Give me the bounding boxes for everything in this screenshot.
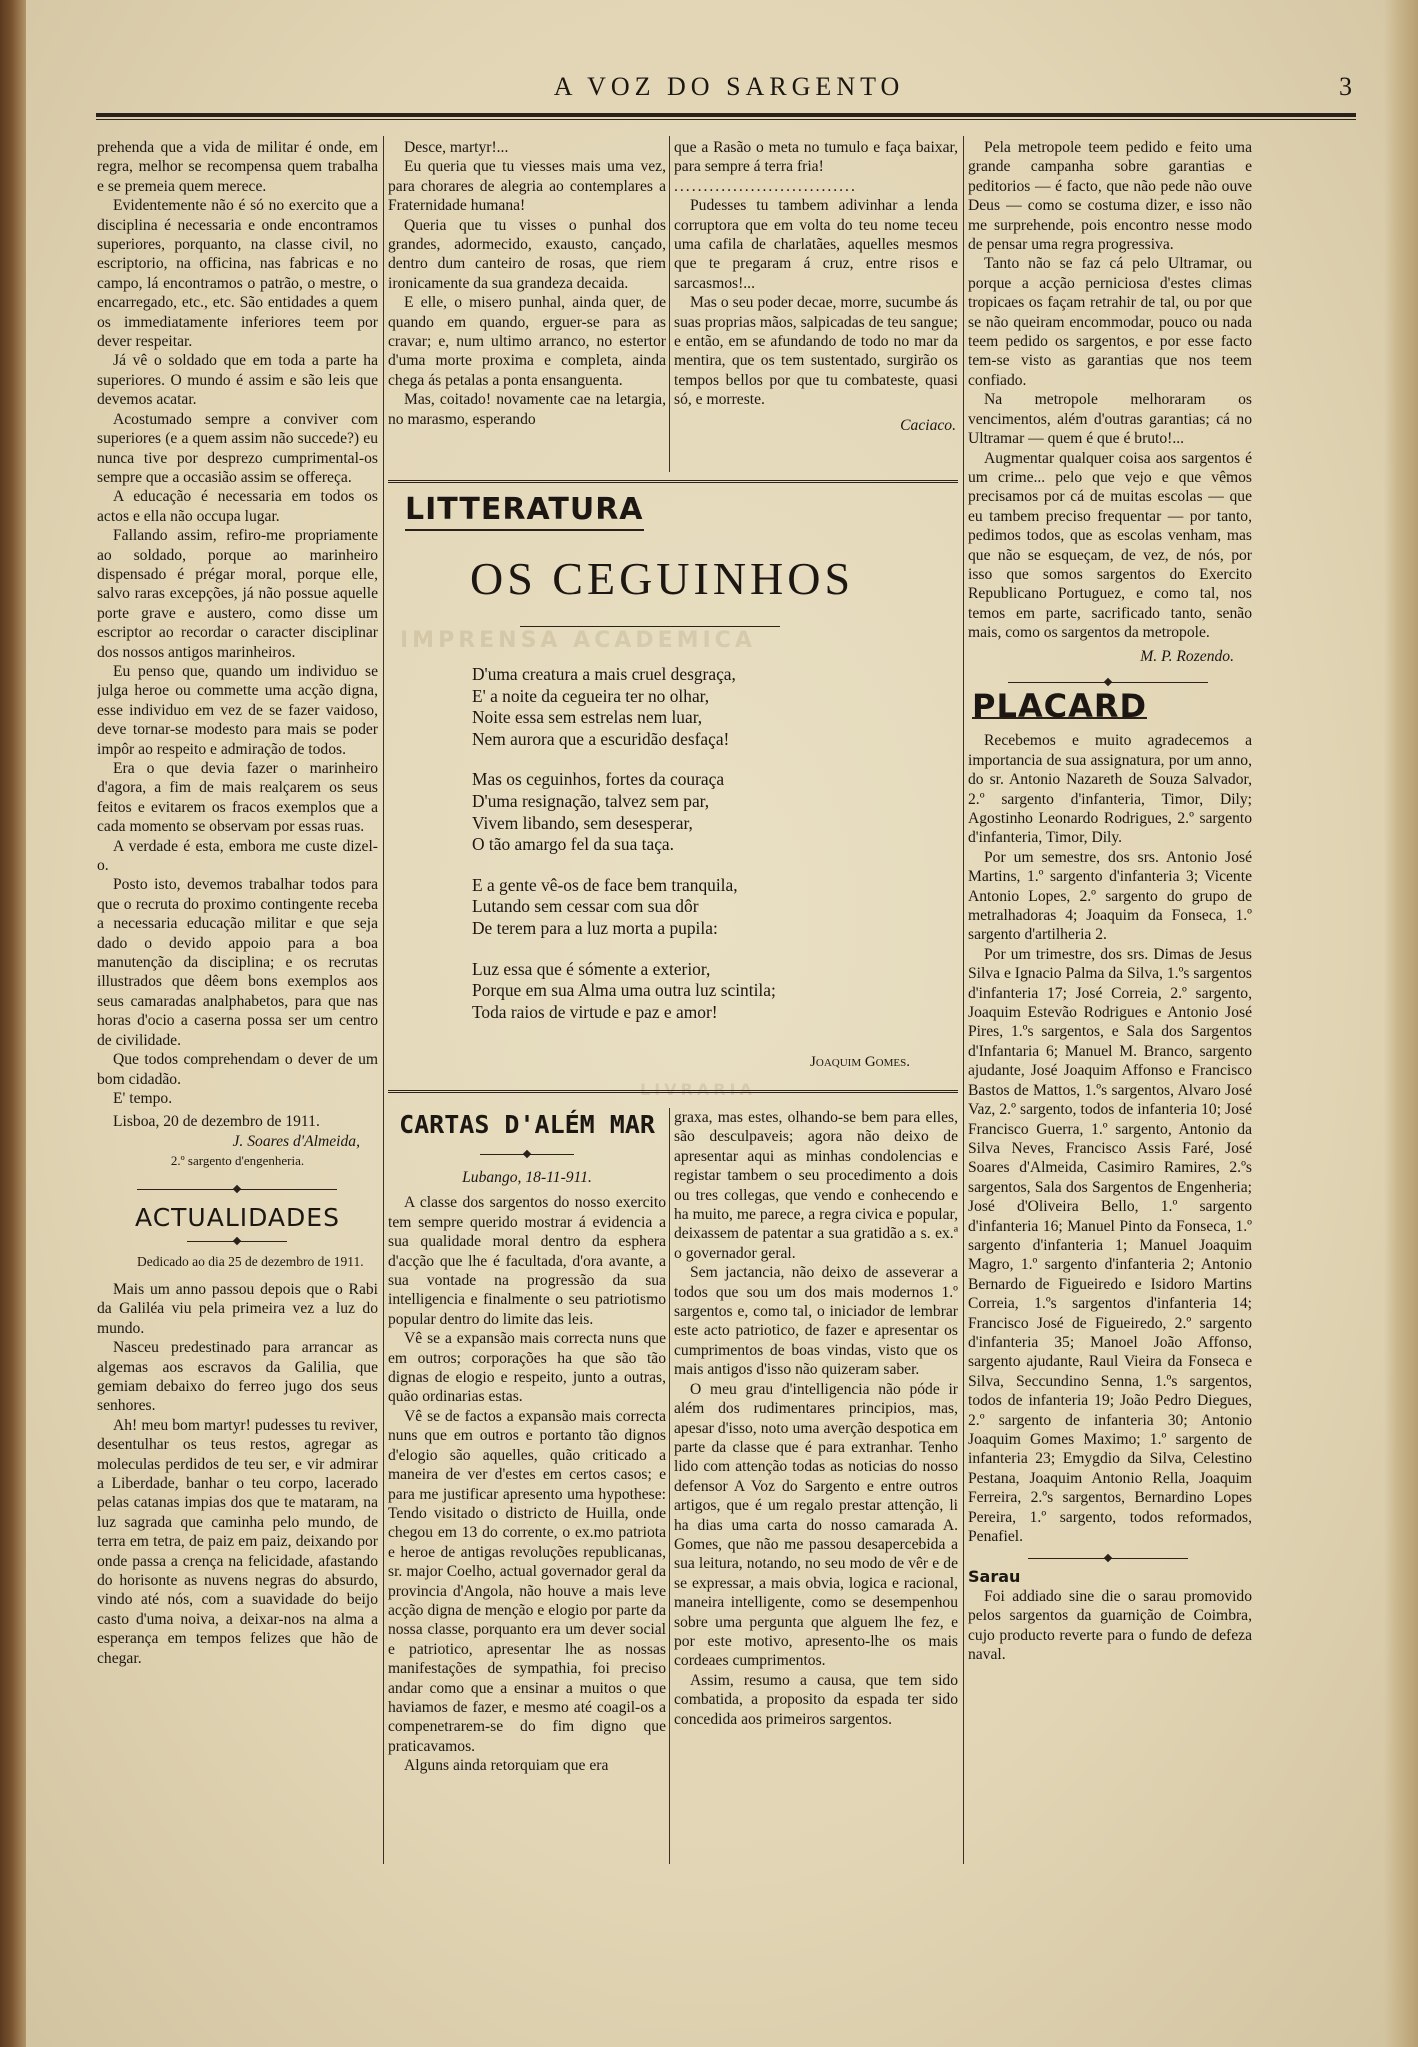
- placard-heading: PLACARD: [972, 686, 1148, 725]
- litteratura-heading: LITTERATURA: [405, 492, 644, 531]
- section-rule: [388, 480, 958, 483]
- section-ornament: [137, 1189, 337, 1190]
- cartas-dateline: Lubango, 18-11-911.: [462, 1169, 592, 1186]
- column-rule: [669, 1108, 670, 1864]
- article-paragraph: Sem jactancia, não deixo de asseverar a todos que sou um dos mais modernos 1.º sargentos e, como tal, o iniciador de lembrar este acto patriotico, de fazer e apresentar os cumprimentos de boas vindas, visto que os mais antigos d'isso não quizeram saber.: [674, 1264, 958, 1379]
- column-2-top: [388, 138, 666, 468]
- poem-line: De terem para a luz morta a pupila:: [472, 917, 718, 938]
- article-paragraph: prehenda que a vida de militar é onde, em regra, melhor se recompensa quem trabalha e se premeia quem merece.: [97, 139, 378, 195]
- header-rule: [96, 113, 1356, 120]
- poem-line: Porque em sua Alma uma outra luz scintila;: [472, 980, 776, 1001]
- article-dateline: Lisboa, 20 de dezembro de 1911.: [113, 1113, 320, 1131]
- article-paragraph: que a Rasão o meta no tumulo e faça baixar, para sempre á terra fria!: [674, 139, 958, 176]
- article-paragraph: Augmentar qualquer coisa aos sargentos é um crime... pelo que vejo e que vêmos precisamos por cá de muitas escolas — que eu tambem preciso frequentar — por tanto, pedimos todos, que as escolas venham, mas que não se esqueçam, de vez, de nós, por isso que somos sargentos do Exercito Republicano Portuguez, e como tal, nos temos em parte, sacrificado tanto, senão mais, como os sargentos da metropole.: [968, 449, 1252, 642]
- poem-line: Nem aurora que a escuridão desfaça!: [472, 728, 730, 749]
- article-paragraph: Por um trimestre, dos srs. Dimas de Jesus Silva e Ignacio Palma da Silva, 1.ºs sargentos d'infanteria 17; José Correia, 2.º sargento, Joaquim Estevão Rodrigues e Antonio José Pires, 1.ºs sargentos, e Sala dos Sargentos d'Infantaria 6; Manuel M. Branco, sargento ajudante, José Joaquim Affonso e Francisco Bastos de Mattos, 1.ºs sargentos, Alvaro José Vaz, 2.º sargento, todos de infanteria 10; José Francisco Guerra, 1.º sargento, Antonio da Silva Neves, Francisco Assis Faré, José Soares d'Almeida, Casimiro Ramires, 2.ºs sargentos, Sala dos Sargentos de Engenheria; José d'Oliveira Bello, 1.º sargento d'infanteria 16; Manuel Pinto da Fonseca, 1.º sargento d'infanteria 1; Manuel Joaquim Magro, 1.º sargento d'infanteria 2; Antonio Bernardo de Figueiredo e Isidoro Martins Correia, 1.ºs sargentos d'infanteria 14; Francisco José de Figueiredo, 2.º sargento d'infanteria 35; Manoel João Affonso, sargento ajudante, Raul Vieira da Fonseca e Silva, Seccundino Senna, 1.ºs sargentos, todos de infanteria 19; João Pedro Diegues, 2.º sargento de infanteria 30; Antonio Joaquim Gomes Maximo; 1.º sargento de infanteria 23; Emygdio da Silva, Celestino Pestana, Joaquim Antonio Rella, Joaquim Ferreira, 2.ºs sargentos, Bernardino Lopes Pereira, 1.º sargento, todos reformados, Penafiel.: [968, 945, 1252, 1546]
- dotted-separator: ...............................: [674, 177, 857, 195]
- article-paragraph: Assim, resumo a causa, que tem sido combatida, a proposito da espada ter sido concedida aos primeiros sargentos.: [674, 1671, 958, 1728]
- poem-body: [472, 664, 912, 1042]
- column-rule: [383, 136, 384, 1864]
- show-through-stamp: IMPRENSA ACADEMICA: [400, 628, 756, 653]
- page-number: 3: [1339, 72, 1352, 101]
- article-paragraph: Nasceu predestinado para arrancar as algemas aos escravos da Galilia, que gemiam debaixo do ferreo jugo dos seus senhores.: [97, 1339, 378, 1415]
- article-paragraph: Eu penso que, quando um individuo se julga heroe ou commette uma acção digna, esse individuo em vez de se fazer vaidoso, deve tornar-se modesto para mais se poder impôr ao respeito e admiração de todos.: [97, 662, 378, 758]
- poem-line: D'uma creatura a mais cruel desgraça,: [472, 664, 736, 684]
- cartas-heading: CARTAS D'ALÉM MAR: [399, 1110, 655, 1139]
- article-paragraph: Fallando assim, refiro-me propriamente ao soldado, porque ao marinheiro dispensado é prégar moral, porque elle, salvo raras excepções, já não possue aquelle porte grave e austero, como disse um escriptor ao recordar o caracter disciplinar dos nossos antigos marinheiros.: [97, 527, 378, 661]
- poem-title-rule: [520, 626, 780, 627]
- poem-stanza: [472, 664, 912, 750]
- article-paragraph: Foi addiado sine die o sarau promovido pelos sargentos da guarnição de Coimbra, cujo producto reverte para o fundo de defeza naval.: [968, 1587, 1252, 1664]
- poem-line: Lutando sem cessar com sua dôr: [472, 896, 699, 917]
- sarau-heading: Sarau: [968, 1567, 1021, 1587]
- article-paragraph: Mas o seu poder decae, morre, sucumbe ás suas proprias mãos, salpicadas de teu sangue; e então, em se afundando de todo no mar da mentira, que os tem sustentado, surgirão os tempos bellos por que tu combateste, quasi só, e morreste.: [674, 294, 958, 409]
- column-rule: [669, 136, 670, 472]
- article-paragraph: Que todos comprehendam o dever de um bom cidadão.: [97, 1051, 378, 1088]
- article-signature: M. P. Rozendo.: [1140, 647, 1234, 665]
- article-paragraph: Recebemos e muito agradecemos a importancia de sua assignatura, por um anno, do sr. Antonio Nazareth de Souza Salvador, 2.º sargento d'infanteria, Timor, Dily; Agostinho Leonardo Rodrigues, 2.º sargento d'infanteria, Timor, Dily.: [968, 732, 1252, 847]
- binding-edge: [0, 0, 26, 2047]
- cartas-column-b: [674, 1108, 958, 1864]
- article-paragraph: A educação é necessaria em todos os actos e ella não occupa lugar.: [97, 488, 378, 525]
- column-1: [97, 138, 378, 1858]
- article-paragraph: Eu queria que tu viesses mais uma vez, para chorares de alegria ao contemplares a Fraternidade humana!: [388, 158, 666, 215]
- article-paragraph: A verdade é esta, embora me custe dizel-o.: [97, 837, 378, 875]
- article-paragraph: E elle, o misero punhal, ainda quer, de quando em quando, erguer-se para as cravar; e, num ultimo arranco, no estertor d'uma morte proxima e completa, ainda chega ás petalas a ponta ensanguenta.: [388, 294, 666, 389]
- article-paragraph: Evidentemente não é só no exercito que a disciplina é necessaria e onde encontramos superiores, porquanto, na classe civil, no escriptorio, na officina, nas fabricas e no campo, lá encontramos o patrão, o mestre, o encarregado, etc., etc. São entidades a quem os immediatamente inferiores teem por dever respeitar.: [97, 197, 378, 351]
- poem-line: E' a noite da cegueira ter no olhar,: [472, 685, 710, 706]
- article-paragraph: E' tempo.: [113, 1089, 173, 1107]
- article-paragraph: Ah! meu bom martyr! pudesses tu reviver, desentulhar os teus restos, agregar as moleculas perdidos de teu ser, e vir admirar a Liberdade, banhar o teu corpo, lacerado pelas catanas impias dos que te mataram, na luz sagrada que caminha pelo mundo, de terra em tetra, de paiz em paiz, deixando por onde passa a crença na felicidade, afastando do horisonte as nuvens negras do absurdo, vindo até nós, com a suavidade do beijo casto d'uma noiva, a deixar-nos na alma a esperança em tempos felizes que hão de chegar.: [97, 1416, 378, 1667]
- section-ornament: [1008, 682, 1208, 683]
- column-3-top: [674, 138, 958, 468]
- column-4: [968, 138, 1252, 1858]
- article-paragraph: O meu grau d'intelligencia não póde ir além dos rudimentares principios, mas, apesar d'isso, noto uma averção despotica em parte da classe que é para extranhar. Tenho lido com attenção todas as noticias do nosso defensor A Voz do Sargento e entre outros artigos, que é um regalo prestar attenção, li ha dias uma carta do nosso camarada A. Gomes, que não me passou desapercebida a sua leitura, notando, no seu modo de vêr e de se expressar, a mais obvia, logica e racional, maneira intelligente, como se desempenhou sobre uma pergunta que alguem lhe fez, e por este motivo, apresento-lhe os mais cordeaes cumprimentos.: [674, 1380, 958, 1670]
- actualidades-heading: ACTUALIDADES: [135, 1202, 340, 1232]
- article-paragraph: Queria que tu visses o punhal dos grandes, adormecido, exausto, cançado, dentro dum canteiro de rosas, que riem ironicamente da sua grandeza decaida.: [388, 216, 666, 292]
- poem-stanza: [472, 959, 912, 1024]
- page-edge: [1384, 0, 1418, 2047]
- article-paragraph: Por um semestre, dos srs. Antonio José Martins, 1.º sargento d'infanteria 3; Vicente Antonio Lopes, 2.º sargento do grupo de metralhadoras 4; Joaquim da Fonseca, 1.º sargento d'artilheria 2.: [968, 848, 1252, 944]
- poem-stanza: [472, 875, 912, 940]
- section-ornament: [480, 1154, 574, 1155]
- dedication: Dedicado ao dia 25 de dezembro de 1911.: [137, 1253, 364, 1269]
- article-paragraph: Já vê o soldado que em toda a parte ha superiores. O mundo é assim e são leis que devemos acatar.: [97, 352, 378, 409]
- poem-line: D'uma resignação, talvez sem par,: [472, 790, 710, 811]
- article-paragraph: Vê se de factos a expansão mais correcta nuns que em outros e portanto tão dignos d'elogio são aquelles, quão criticado a maneira de ver d'estes em certos casos; e para me justificar apresento uma hypothese: Tendo visitado o districto de Huilla, onde chegou em 13 do corrente, o ex.mo patriota e heroe de antigas revoluções republicanas, sr. major Coelho, actual governador geral da provincia d'Angola, não houve a mais leve acção digna de menção e elogio por parte da nossa classe, porquanto era um dever social e patriotico, apresentar lhe as nossas manifestações de sympathia, foi preciso andar como que a ensinar a muitos o que haviamos de fazer, e mesmo até coagil-os a compenetrarem-se do fim digno que praticavamos.: [388, 1407, 666, 1755]
- article-paragraph: Posto isto, devemos trabalhar todos para que o recruta do proximo contingente receba a necessaria educação militar e que seja dado o devido appoio para a boa manutenção da disciplina; e os recrutas illustrados que dêem bons exemplos aos seus camaradas analphabetos, para que nas horas d'ocio a caserna possa ser um centro de civilidade.: [97, 876, 378, 1049]
- article-paragraph: graxa, mas estes, olhando-se bem para elles, são desculpaveis; agora não deixo de apresentar aqui as minhas condolencias e registar tambem o seu procedimento a dois ou tres collegas, que vendo e conhecendo e ha muito, me parece, a regra civica e popular, deixassem de patentar a sua gratidão a s. ex.ª o governador geral.: [674, 1109, 958, 1262]
- article-paragraph: Alguns ainda retorquiam que era: [404, 1757, 609, 1775]
- section-ornament: [1028, 1558, 1188, 1559]
- article-signature: Caciaco.: [900, 416, 956, 434]
- section-rule: [388, 1090, 958, 1093]
- newspaper-title: A VOZ DO SARGENTO: [553, 72, 905, 101]
- poem-line: Noite essa sem estrelas nem luar,: [472, 707, 703, 728]
- poem-line: Luz essa que é sómente a exterior,: [472, 958, 711, 979]
- poem-title: OS CEGUINHOS: [470, 553, 855, 604]
- article-paragraph: Desce, martyr!...: [404, 139, 509, 156]
- article-paragraph: Acostumado sempre a conviver com superiores (e a quem assim não succede?) eu nunca tive por desprezo cumprimental-os sempre que a occasião assim se offereça.: [97, 410, 378, 486]
- section-ornament: [187, 1241, 287, 1242]
- poem-line: Mas os ceguinhos, fortes da couraça: [472, 769, 725, 790]
- article-paragraph: Pela metropole teem pedido e feito uma grande campanha sobre garantias e peditorios — é facto, que não pede não ouve Deus — como se costuma dizer, e isso não me surprehende, pois encontro nesse modo de pensar uma regra progressiva.: [968, 139, 1252, 254]
- running-head: [100, 72, 1358, 112]
- article-paragraph: Mais um anno passou depois que o Rabi da Galiléa viu pela primeira vez a luz do mundo.: [97, 1280, 378, 1337]
- poem-author: Joaquim Gomes.: [810, 1054, 910, 1070]
- article-paragraph: Vê se a expansão mais correcta nuns que em outros; corporações ha que são tão dignas de elogio e respeito, junto a outras, quão ordinarias estas.: [388, 1330, 666, 1406]
- poem-line: Vivem libando, sem desesperar,: [472, 812, 693, 833]
- column-rule: [963, 136, 964, 1864]
- show-through-stamp-2: LIVRARIA: [640, 1080, 756, 1099]
- article-paragraph: A classe dos sargentos do nosso exercito tem sempre querido mostrar á evidencia a sua qualidade moral dentro da esphera d'acção que lhe é facultada, d'ora avante, a sua vontade na progressão da sua intelligencia e finalmente o seu patriotismo popular dentro do limite das leis.: [388, 1194, 666, 1328]
- article-paragraph: Pudesses tu tambem adivinhar a lenda corruptora que em volta do teu nome teceu uma cafila de charlatães, aquelles mesmos que te pregaram á cruz, entre risos e sarcasmos!...: [674, 197, 958, 292]
- poem-stanza: [472, 769, 912, 855]
- article-paragraph: Era o que devia fazer o marinheiro d'agora, a fim de mais realçarem os seus feitos e evitarem os fracos exemplos que a cada momento se observam por essas ruas.: [97, 760, 378, 836]
- poem-line: O tão amargo fel da sua taça.: [472, 834, 674, 855]
- article-signature: J. Soares d'Almeida,: [232, 1132, 360, 1150]
- article-paragraph: Na metropole melhoraram os vencimentos, além d'outras garantias; cá no Ultramar — quem é que é bruto!...: [968, 391, 1252, 448]
- signature-role: 2.º sargento d'engenheria.: [170, 1153, 305, 1169]
- article-paragraph: Mas, coitado! novamente cae na letargia, no marasmo, esperando: [388, 391, 666, 428]
- poem-line: E a gente vê-os de face bem tranquila,: [472, 874, 738, 895]
- poem-line: Toda raios de virtude e paz e amor!: [472, 1001, 718, 1022]
- cartas-column-a: [388, 1164, 666, 1864]
- article-paragraph: Tanto não se faz cá pelo Ultramar, ou porque a acção perniciosa d'estes climas tropicaes os façam retrahir de tal, ou por que se não queiram encommodar, pouco ou nada teem pedido os sargentos, e por esse facto tem-se visto as garantias que nos teem confiado.: [968, 255, 1252, 389]
